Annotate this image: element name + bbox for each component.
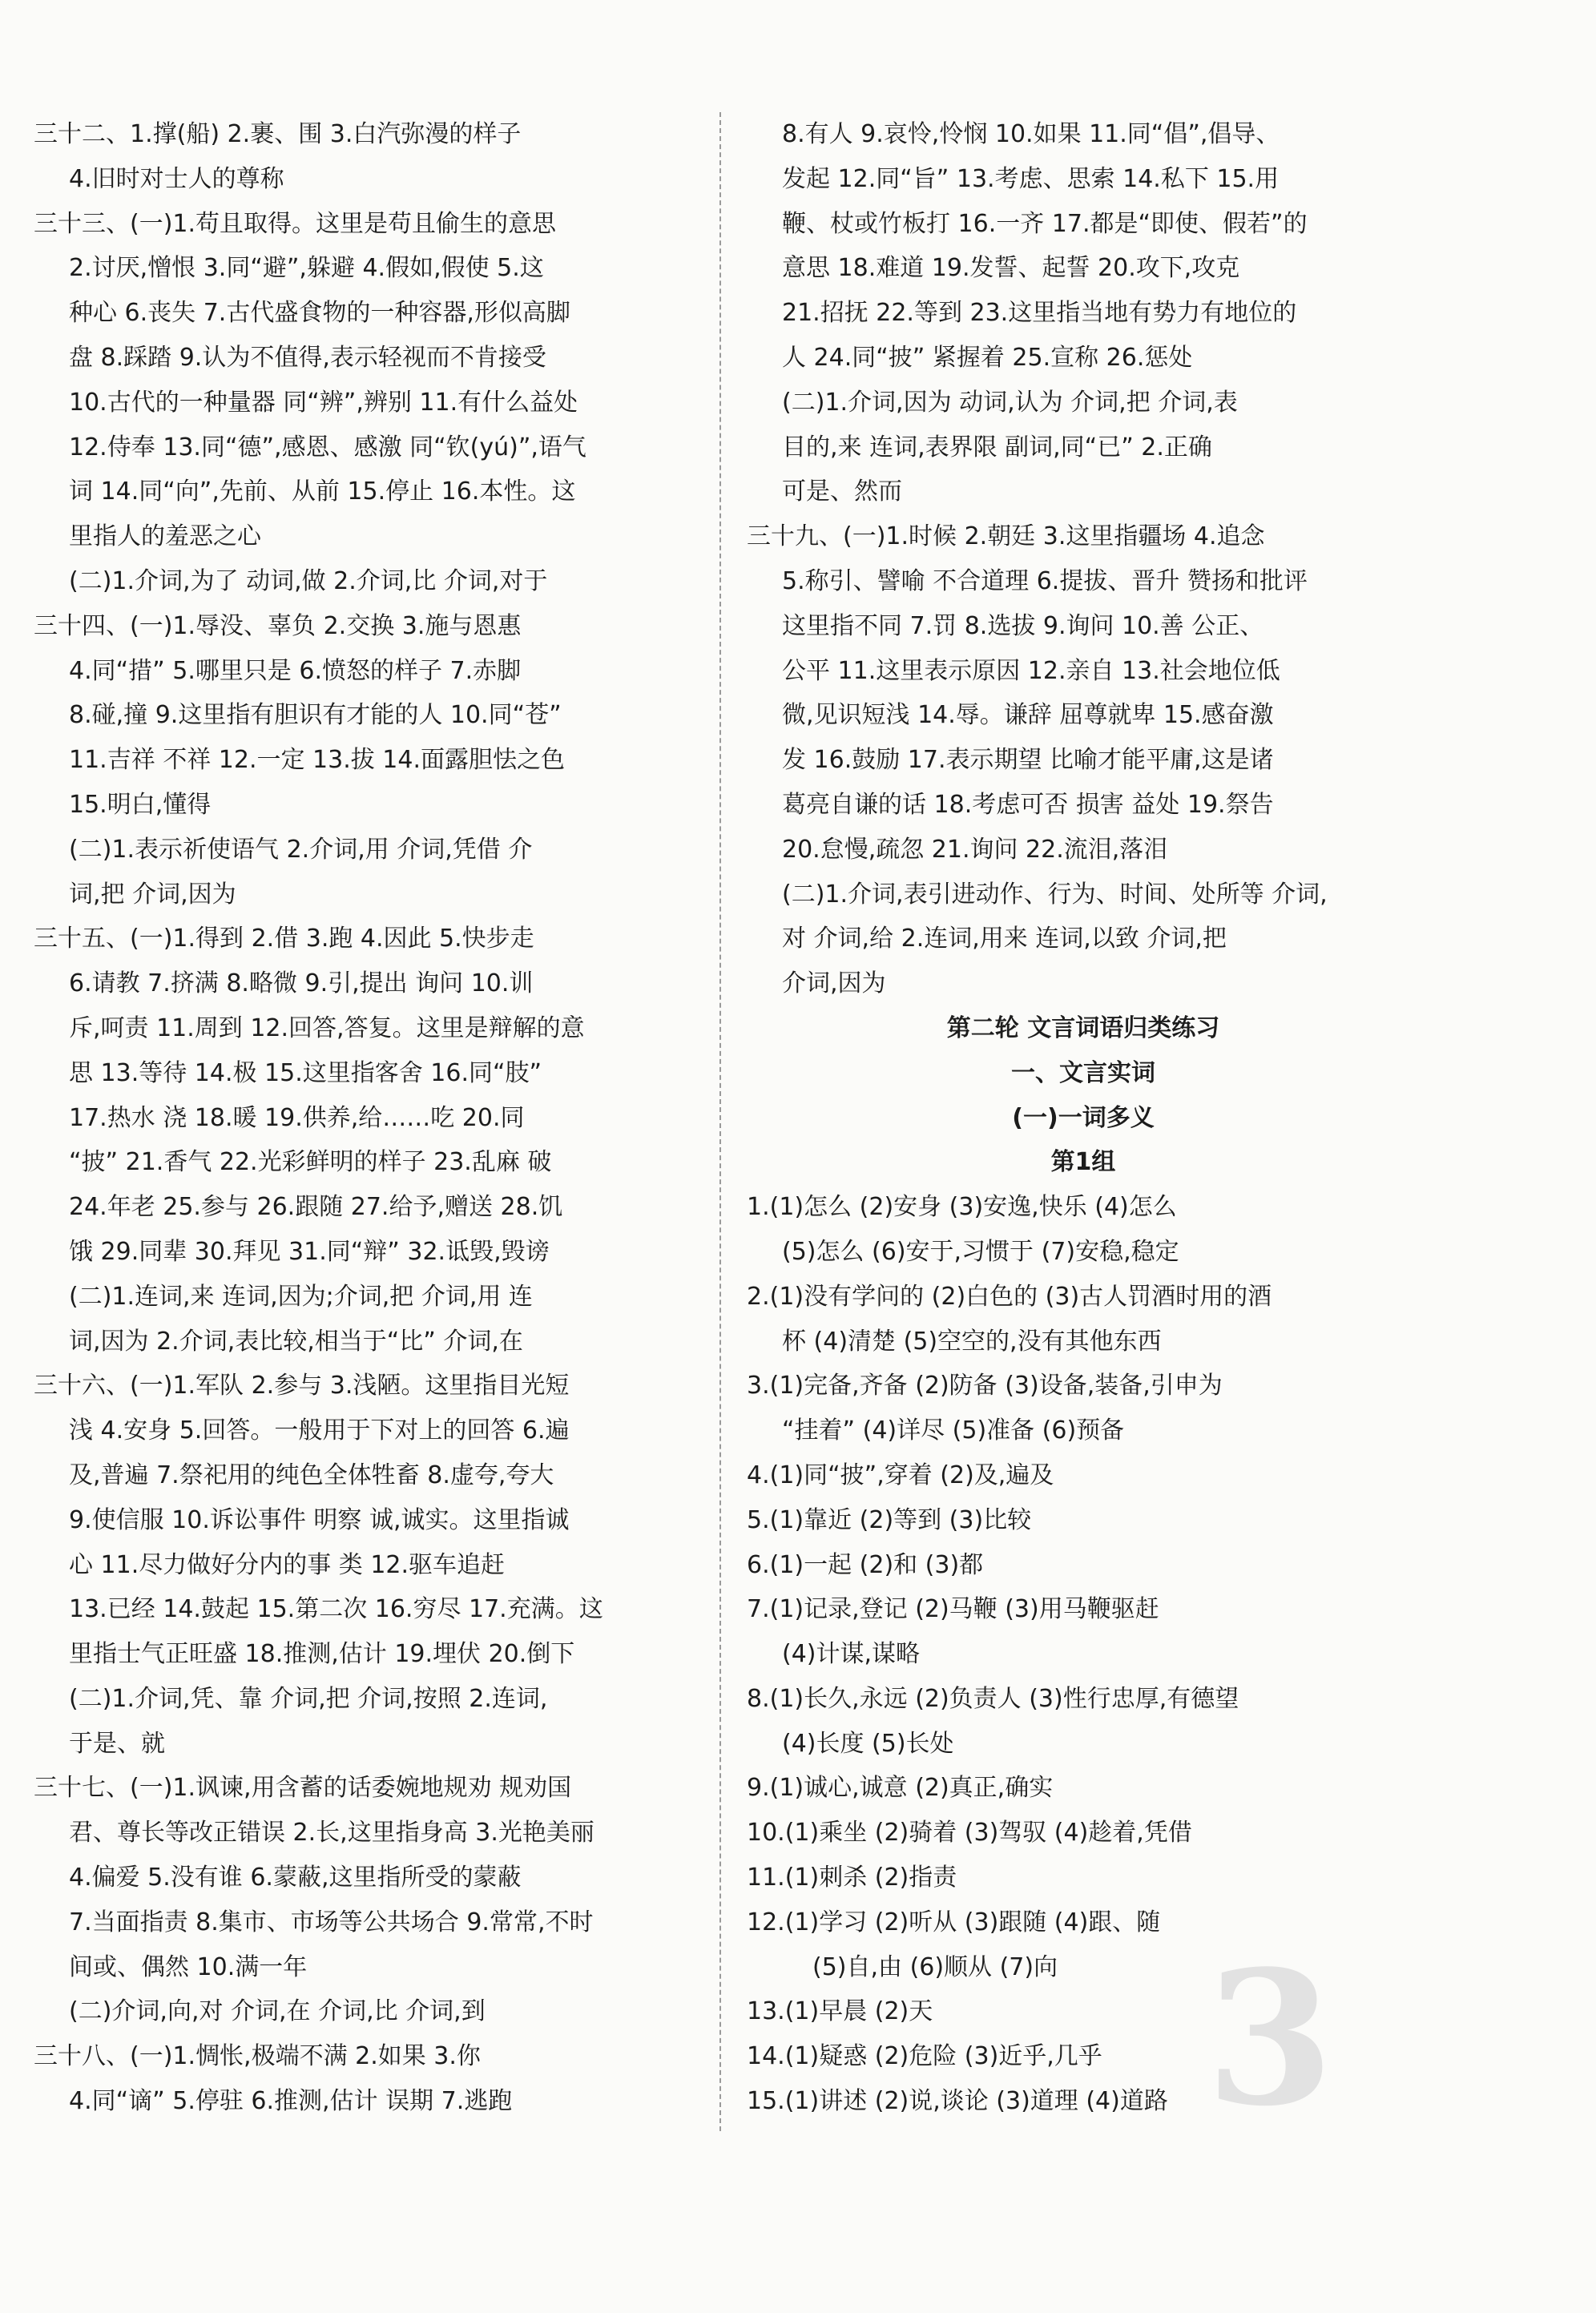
- text-line: 三十二、1.撑(船) 2.裹、围 3.白汽弥漫的样子: [34, 120, 522, 148]
- text-line: (4)长度 (5)长处: [782, 1729, 954, 1758]
- text-line: 介词,因为: [782, 969, 886, 998]
- text-line: (二)介词,向,对 介词,在 介词,比 介词,到: [69, 1997, 486, 2026]
- text-line: 三十五、(一)1.得到 2.借 3.跑 4.因此 5.快步走: [34, 925, 534, 953]
- text-line: 8.(1)长久,永远 (2)负责人 (3)性行忠厚,有德望: [747, 1684, 1239, 1713]
- text-line: 10.古代的一种量器 同“辨”,辨别 11.有什么益处: [69, 388, 578, 417]
- text-line: 一、文言实词: [1011, 1058, 1155, 1087]
- text-line: 发起 12.同“旨” 13.考虑、思索 14.私下 15.用: [782, 164, 1280, 193]
- text-line: (二)1.介词,表引进动作、行为、时间、处所等 介词,: [782, 880, 1328, 909]
- text-line: 君、尊长等改正错误 2.长,这里指身高 3.光艳美丽: [69, 1819, 594, 1848]
- text-line: 三十九、(一)1.时候 2.朝廷 3.这里指疆场 4.追念: [747, 522, 1265, 551]
- text-line: 15.(1)讲述 (2)说,谈论 (3)道理 (4)道路: [747, 2087, 1168, 2116]
- text-line: (二)1.表示祈使语气 2.介词,用 介词,凭借 介: [69, 835, 533, 864]
- text-line: 12.侍奉 13.同“德”,感恩、感激 同“钦(yú)”,语气: [69, 433, 586, 461]
- text-line: 2.(1)没有学问的 (2)白色的 (3)古人罚酒时用的酒: [747, 1282, 1272, 1311]
- text-line: 对 介词,给 2.连词,用来 连词,以致 介词,把: [782, 925, 1227, 953]
- text-line: 5.(1)靠近 (2)等到 (3)比较: [747, 1505, 1032, 1534]
- text-line: 12.(1)学习 (2)听从 (3)跟随 (4)跟、随: [747, 1908, 1161, 1936]
- text-line: 三十四、(一)1.辱没、辜负 2.交换 3.施与恩惠: [34, 611, 522, 640]
- text-line: 里指士气正旺盛 18.推测,估计 19.埋伏 20.倒下: [69, 1640, 575, 1669]
- text-line: (5)自,由 (6)顺从 (7)向: [812, 1952, 1058, 1981]
- text-line: 可是、然而: [782, 478, 902, 506]
- text-line: 发 16.鼓励 17.表示期望 比喻才能平庸,这是诸: [782, 746, 1274, 775]
- text-line: 葛亮自谦的话 18.考虑可否 损害 益处 19.祭告: [782, 790, 1274, 819]
- text-line: “披” 21.香气 22.光彩鲜明的样子 23.乱麻 破: [69, 1148, 552, 1177]
- text-line: 第二轮 文言词语归类练习: [946, 1013, 1220, 1042]
- text-line: 4.偏爱 5.没有谁 6.蒙蔽,这里指所受的蒙蔽: [69, 1864, 522, 1892]
- text-line: 三十八、(一)1.惆怅,极端不满 2.如果 3.你: [34, 2042, 481, 2071]
- text-line: (一)一词多义: [1012, 1103, 1155, 1132]
- text-line: 3.(1)完备,齐备 (2)防备 (3)设备,装备,引申为: [747, 1372, 1223, 1400]
- text-line: (4)计谋,谋略: [782, 1640, 921, 1669]
- text-line: 11.吉祥 不祥 12.一定 13.拔 14.面露胆怯之色: [69, 746, 565, 775]
- text-line: 14.(1)疑惑 (2)危险 (3)近乎,几乎: [747, 2042, 1102, 2071]
- text-line: 意思 18.难道 19.发誓、起誓 20.攻下,攻克: [782, 254, 1240, 283]
- text-line: 间或、偶然 10.满一年: [69, 1952, 308, 1981]
- text-line: 杯 (4)清楚 (5)空空的,没有其他东西: [782, 1327, 1162, 1356]
- text-line: 盘 8.踩踏 9.认为不值得,表示轻视而不肯接受: [69, 343, 546, 372]
- text-line: (二)1.介词,为了 动词,做 2.介词,比 介词,对于: [69, 566, 548, 595]
- text-line: 11.(1)刺杀 (2)指责: [747, 1864, 957, 1892]
- text-line: 2.讨厌,憎恨 3.同“避”,躲避 4.假如,假使 5.这: [69, 254, 544, 283]
- text-line: 种心 6.丧失 7.古代盛食物的一种容器,形似高脚: [69, 299, 570, 328]
- right-column: [747, 112, 1420, 2124]
- text-line: 三十七、(一)1.讽谏,用含蓄的话委婉地规劝 规劝国: [34, 1774, 572, 1803]
- text-line: 里指人的羞恶之心: [69, 522, 261, 551]
- text-line: 词 14.同“向”,先前、从前 15.停止 16.本性。这: [69, 478, 576, 506]
- text-line: 4.(1)同“披”,穿着 (2)及,遍及: [747, 1461, 1054, 1489]
- text-line: 1.(1)怎么 (2)安身 (3)安逸,快乐 (4)怎么: [747, 1193, 1177, 1222]
- text-line: 词,把 介词,因为: [69, 880, 236, 909]
- text-line: 21.招抚 22.等到 23.这里指当地有势力有地位的: [782, 299, 1297, 328]
- text-line: 三十六、(一)1.军队 2.参与 3.浅陋。这里指目光短: [34, 1372, 570, 1400]
- page-number-watermark: 3: [1206, 1931, 1335, 2147]
- text-line: 20.怠慢,疏忽 21.询问 22.流泪,落泪: [782, 835, 1168, 864]
- text-line: 7.(1)记录,登记 (2)马鞭 (3)用马鞭驱赶: [747, 1595, 1159, 1624]
- text-line: 公平 11.这里表示原因 12.亲自 13.社会地位低: [782, 656, 1280, 685]
- text-line: “挂着” (4)详尽 (5)准备 (6)预备: [782, 1416, 1125, 1445]
- text-line: 24.年老 25.参与 26.跟随 27.给予,赠送 28.饥: [69, 1193, 563, 1222]
- text-line: 6.(1)一起 (2)和 (3)都: [747, 1550, 984, 1579]
- text-line: 鞭、杖或竹板打 16.一齐 17.都是“即使、假若”的: [782, 209, 1308, 238]
- text-line: 思 13.等待 14.极 15.这里指客舍 16.同“肢”: [69, 1058, 542, 1087]
- text-line: 13.已经 14.鼓起 15.第二次 16.穷尽 17.充满。这: [69, 1595, 603, 1624]
- text-line: 饿 29.同辈 30.拜见 31.同“辩” 32.诋毁,毁谤: [69, 1237, 550, 1266]
- text-line: 4.旧时对士人的尊称: [69, 164, 284, 193]
- text-line: 6.请教 7.挤满 8.略微 9.引,提出 询问 10.训: [69, 969, 534, 998]
- text-line: 人 24.同“披” 紧握着 25.宣称 26.惩处: [782, 343, 1193, 372]
- text-line: 15.明白,懂得: [69, 790, 212, 819]
- text-line: 17.热水 浇 18.暖 19.供养,给……吃 20.同: [69, 1103, 525, 1132]
- text-line: 心 11.尽力做好分内的事 类 12.驱车追赶: [69, 1550, 506, 1579]
- text-line: (二)1.介词,凭、靠 介词,把 介词,按照 2.连词,: [69, 1684, 548, 1713]
- text-line: 及,普遍 7.祭祀用的纯色全体牲畜 8.虚夸,夸大: [69, 1461, 554, 1489]
- text-line: 13.(1)早晨 (2)天: [747, 1997, 933, 2026]
- text-line: 5.称引、譬喻 不合道理 6.提拔、晋升 赞扬和批评: [782, 566, 1308, 595]
- text-line: 微,见识短浅 14.辱。谦辞 屈尊就卑 15.感奋激: [782, 701, 1274, 730]
- text-line: 三十三、(一)1.苟且取得。这里是苟且偷生的意思: [34, 209, 557, 238]
- text-line: 4.同“措” 5.哪里只是 6.愤怒的样子 7.赤脚: [69, 656, 522, 685]
- text-line: (5)怎么 (6)安于,习惯于 (7)安稳,稳定: [782, 1237, 1179, 1266]
- text-line: 8.有人 9.哀怜,怜悯 10.如果 11.同“倡”,倡导、: [782, 120, 1280, 148]
- text-line: 10.(1)乘坐 (2)骑着 (3)驾驭 (4)趁着,凭借: [747, 1819, 1192, 1848]
- left-column: [34, 112, 707, 2124]
- text-line: 7.当面指责 8.集市、市场等公共场合 9.常常,不时: [69, 1908, 594, 1936]
- text-line: 8.碰,撞 9.这里指有胆识有才能的人 10.同“苍”: [69, 701, 562, 730]
- text-line: 第1组: [1050, 1148, 1116, 1177]
- text-line: 这里指不同 7.罚 8.选拔 9.询问 10.善 公正、: [782, 611, 1264, 640]
- text-line: 4.同“谪” 5.停驻 6.推测,估计 误期 7.逃跑: [69, 2087, 513, 2116]
- text-line: 9.(1)诚心,诚意 (2)真正,确实: [747, 1774, 1054, 1803]
- text-line: (二)1.介词,因为 动词,认为 介词,把 介词,表: [782, 388, 1238, 417]
- text-line: 目的,来 连词,表界限 副词,同“已” 2.正确: [782, 433, 1212, 461]
- text-line: 浅 4.安身 5.回答。一般用于下对上的回答 6.遍: [69, 1416, 570, 1445]
- text-line: 词,因为 2.介词,表比较,相当于“比” 介词,在: [69, 1327, 523, 1356]
- text-line: 斥,呵责 11.周到 12.回答,答复。这里是辩解的意: [69, 1013, 585, 1042]
- text-line: 于是、就: [69, 1729, 165, 1758]
- text-line: 9.使信服 10.诉讼事件 明察 诚,诚实。这里指诚: [69, 1505, 570, 1534]
- text-line: (二)1.连词,来 连词,因为;介词,把 介词,用 连: [69, 1282, 533, 1311]
- column-divider: [719, 112, 721, 2131]
